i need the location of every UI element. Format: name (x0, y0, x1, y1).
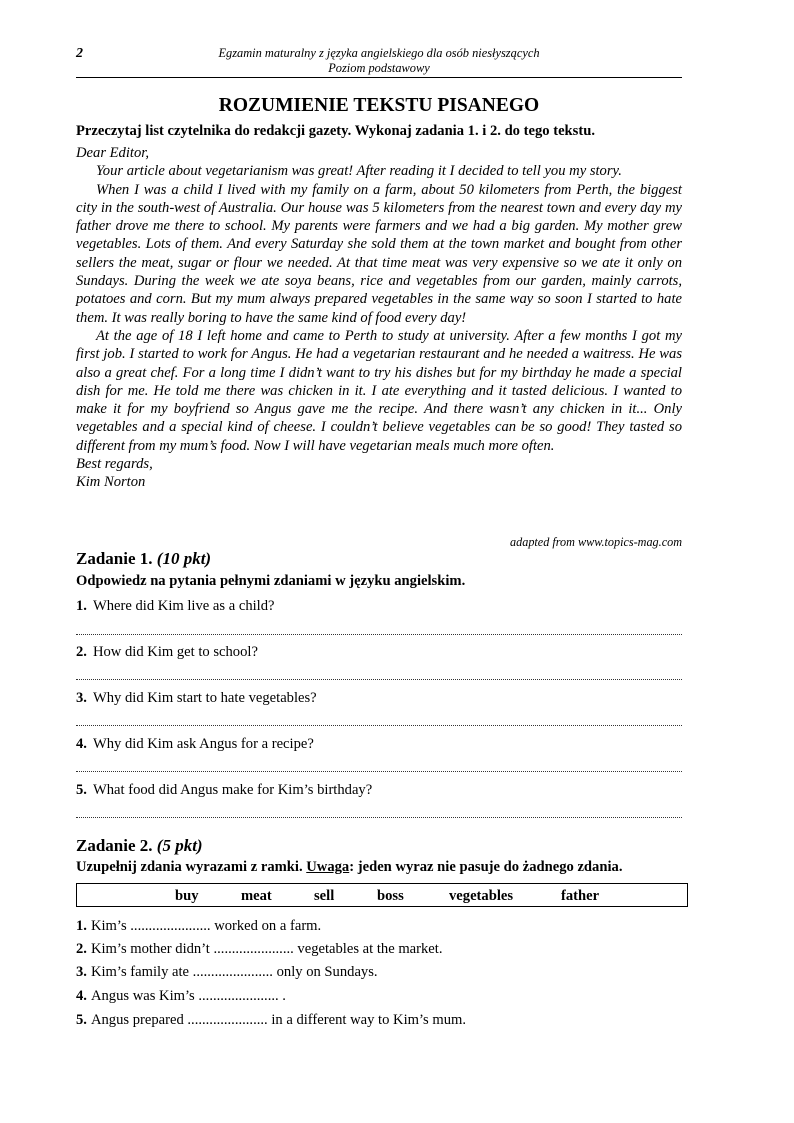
task1-title (76, 549, 211, 569)
letter-paragraph: When I was a child I lived with my family on a farm, about 50 kilometers from Perth, the biggest city in the south-west of Australia. Our house was 5 kilometers from the nearest town and every day my father drove me there to school. My parents were farmers and we had a big garden. My mother grew vegetables. Lots of them. And every Saturday she sold them at the town market and bought from other sellers the meat, sugar or flour we needed. At that time meat was very expensive so we ate it only on Sundays. During the week we ate soya beans, rice and vegetables from our garden, mainly carrots, potatoes and corn. But my mum always prepared vegetables in the same way so soon I started to hate them. It was really boring to have the same kind of food every day! (76, 181, 682, 326)
question-number: 2. (76, 644, 87, 660)
task2-instruction-text: Uzupełnij zdania wyrazami z ramki. (76, 859, 307, 875)
letter-closing: Best regards, (76, 456, 153, 473)
section-title: ROZUMIENIE TEKSTU PISANEGO (218, 95, 540, 116)
question-1 (76, 598, 275, 615)
letter-salutation: Dear Editor, (76, 145, 149, 161)
word-box (76, 883, 688, 907)
header-level: Poziom podstawowy (328, 61, 430, 75)
header-divider (76, 77, 682, 78)
question-text: Where did Kim live as a child? (92, 598, 275, 614)
header-exam-title: Egzamin maturalny z języka angielskiego dla osób niesłyszących (218, 46, 540, 60)
sentence-3 (76, 964, 378, 981)
page-header (76, 46, 682, 78)
task2-points: (5 pkt) (156, 836, 203, 855)
question-text: Why did Kim ask Angus for a recipe? (92, 736, 314, 752)
task1-instruction: Odpowiedz na pytania pełnymi zdaniami w języku angielskim. (76, 573, 466, 589)
task1-points: (10 pkt) (156, 549, 212, 568)
answer-line-5[interactable] (76, 817, 682, 818)
word-option: vegetables (449, 888, 514, 904)
letter-signature: Kim Norton (76, 474, 146, 491)
question-text: Why did Kim start to hate vegetables? (92, 690, 317, 706)
page-number: 2 (76, 46, 83, 61)
reader-letter (76, 144, 682, 492)
header-text (76, 46, 682, 76)
word-option: father (561, 888, 600, 904)
word-option: meat (241, 888, 272, 904)
answer-line-3[interactable] (76, 725, 682, 726)
question-5 (76, 782, 372, 799)
sentence-5 (76, 1012, 466, 1029)
task2-label: Zadanie 2. (76, 836, 153, 855)
sentence-1 (76, 918, 321, 935)
sentence-number: 4. (76, 988, 87, 1004)
task2-note-text: : jeden wyraz nie pasuje do żadnego zdania. (349, 859, 623, 875)
sentence-text: Angus was Kim’s ...................... . (90, 988, 286, 1004)
source-credit: adapted from www.topics-mag.com (510, 535, 682, 549)
task2-note-label: Uwaga (306, 859, 350, 875)
question-number: 3. (76, 690, 87, 706)
sentence-text: Kim’s mother didn’t ...................... vegetables at the market. (90, 941, 443, 957)
question-text: What food did Angus make for Kim’s birthday? (92, 782, 373, 798)
letter-paragraph: At the age of 18 I left home and came to Perth to study at university. After a few months I got my first job. I started to work for Angus. He had a vegetarian restaurant and he needed a waitress. He was also a great chef. For a long time I didn’t want to try his dishes but for my birthday he made a special dish for me. He told me there was chicken in it. I ate everything and it tasted delicious. I wanted to make it for my boyfriend so Angus gave me the recipe. And there wasn’t any chicken in it... Only vegetables and a special kind of cheese. I couldn’t believe vegetables can be so good! They tasted so different from my mum’s food. Now I will have vegetarian meals much more often. (76, 327, 682, 454)
question-number: 1. (76, 598, 87, 614)
question-text: How did Kim get to school? (92, 644, 258, 660)
word-option: boss (377, 888, 404, 904)
answer-line-4[interactable] (76, 771, 682, 772)
task2-title (76, 836, 203, 856)
task1-label: Zadanie 1. (76, 549, 153, 568)
sentence-4 (76, 988, 286, 1005)
question-2 (76, 644, 258, 661)
word-option: buy (175, 888, 199, 904)
word-option: sell (314, 888, 335, 904)
sentence-text: Kim’s ...................... worked on a farm. (90, 918, 322, 934)
reading-instruction: Przeczytaj list czytelnika do redakcji gazety. Wykonaj zadania 1. i 2. do tego tekstu. (76, 123, 595, 139)
letter-paragraph: Your article about vegetarianism was great! After reading it I decided to tell you my story. (96, 163, 622, 180)
question-3 (76, 690, 317, 707)
sentence-text: Kim’s family ate ...................... only on Sundays. (90, 964, 378, 980)
answer-line-2[interactable] (76, 679, 682, 680)
question-number: 4. (76, 736, 87, 752)
question-4 (76, 736, 314, 753)
sentence-2 (76, 941, 443, 958)
sentence-text: Angus prepared ...................... in a different way to Kim’s mum. (90, 1012, 467, 1028)
question-number: 5. (76, 782, 87, 798)
sentence-number: 2. (76, 941, 87, 957)
sentence-number: 3. (76, 964, 87, 980)
answer-line-1[interactable] (76, 634, 682, 635)
sentence-number: 5. (76, 1012, 87, 1028)
task2-instruction (76, 859, 622, 876)
sentence-number: 1. (76, 918, 87, 934)
